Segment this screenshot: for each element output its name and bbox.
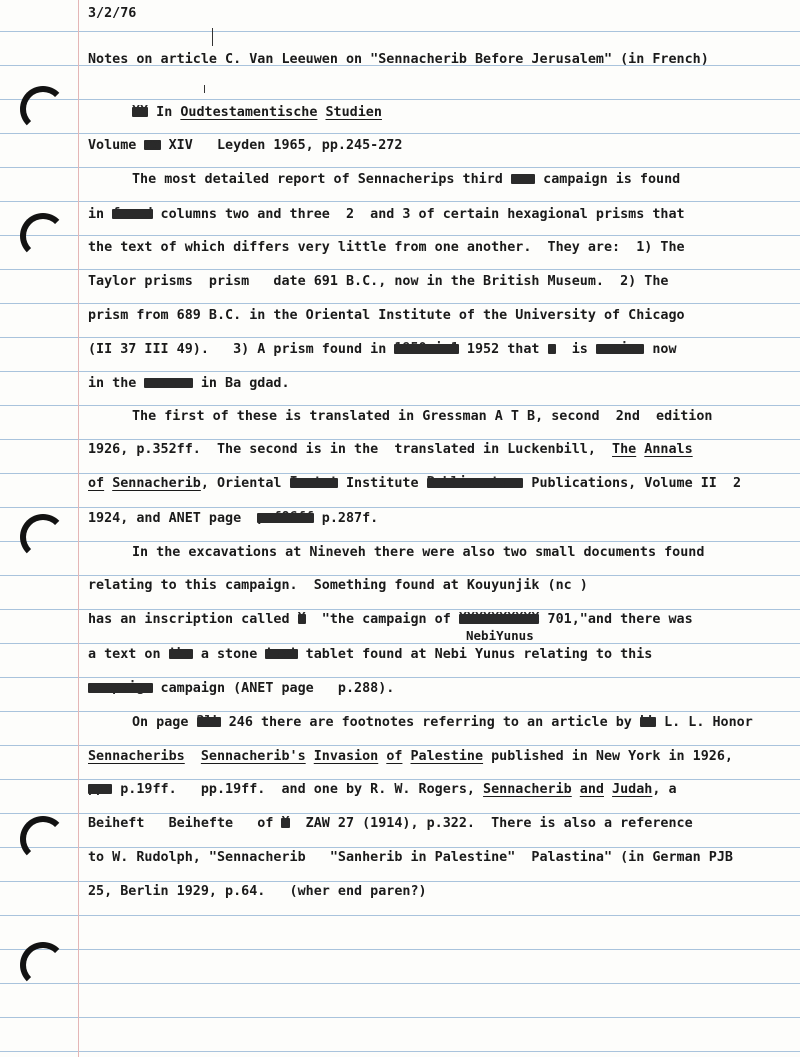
text-run: The first of these is translated in Gressman A T B, second 2nd edition: [132, 409, 713, 424]
text-run: Taylor prisms prism date 691 B.C., now in the British Museum. 2) The: [88, 274, 669, 289]
text-run: , a: [652, 782, 677, 797]
text-run: a stone: [192, 647, 266, 662]
struck-out-text: kk: [639, 714, 657, 729]
text-run: columns two and three 2 and 3 of certain hexagional prisms that: [152, 207, 685, 222]
text-run: tablet found at Nebi Yunus relating to this: [297, 647, 653, 662]
underlined-title: Judah: [612, 782, 653, 797]
text-line-2: [132, 105, 382, 120]
text-line-25: [88, 884, 427, 899]
text-run: [604, 782, 612, 797]
text-run: Publications, Volume II 2: [523, 476, 742, 491]
text-run: , Oriental: [200, 476, 290, 491]
text-line-9: [88, 342, 677, 357]
text-run: [317, 105, 325, 120]
text-run: p.287f.: [313, 511, 379, 526]
text-line-19: [88, 681, 394, 696]
text-run: [185, 749, 201, 764]
underlined-title: of: [386, 749, 403, 764]
binder-hole: [20, 514, 66, 560]
underlined-title: Oudtestamentische: [180, 105, 318, 120]
struck-out-text: XXXXXXXXXX: [458, 611, 540, 626]
text-run: On page: [132, 715, 197, 730]
text-line-18: [88, 647, 652, 662]
text-run: [572, 782, 580, 797]
text-run: XIV Leyden 1965, pp.245-272: [160, 138, 403, 153]
text-line-10: [88, 376, 290, 391]
struck-out-text: museum: [144, 375, 193, 390]
struck-out-text: X: [281, 815, 290, 830]
text-run: 1926, p.352ff. The second is in the translated in Luckenbill,: [88, 442, 613, 457]
text-line-20: [132, 715, 753, 730]
text-run: has an inscription called: [88, 612, 298, 627]
text-run: now: [644, 342, 677, 357]
text-line-7: [88, 274, 668, 289]
text-run: (II 37 III 49). 3) A prism found in: [88, 342, 395, 357]
struck-out-text: the: [168, 646, 193, 661]
text-line-22: [88, 782, 677, 797]
struck-out-text: pxf86ff: [257, 510, 314, 525]
text-run: 246 there are footnotes referring to an article by: [220, 715, 640, 730]
underlined-title: of: [88, 476, 105, 491]
struck-out-text: taxt: [265, 646, 298, 661]
text-line-24: [88, 850, 733, 865]
text-run: in Ba gdad.: [192, 376, 290, 391]
text-line-6: [88, 240, 685, 255]
underlined-title: Sennacheribs: [88, 749, 185, 764]
text-run: p.19ff. pp.19ff. and one by R. W. Rogers,: [112, 782, 484, 797]
text-run: 1952 that: [458, 342, 548, 357]
struck-out-text: Instut: [289, 475, 338, 490]
date-heading: 3/2/76: [88, 6, 137, 21]
struck-out-text: 2lk: [196, 714, 221, 729]
text-line-16: [88, 578, 588, 593]
handwritten-insertion: NebiYunus: [466, 628, 534, 643]
text-line-3: [88, 138, 402, 153]
struck-out-text: campaign: [88, 680, 153, 695]
underlined-title: Studien: [325, 105, 382, 120]
underlined-title: Sennacherib: [483, 782, 572, 797]
text-run: The most detailed report of Sennacherips third: [132, 172, 511, 187]
text-line-12: [88, 442, 693, 457]
struck-out-text: found: [112, 206, 153, 221]
text-line-1: [88, 52, 709, 67]
text-run: campaign is found: [535, 172, 681, 187]
text-run: Notes on article C. Van Leeuwen on "Sennacherib Before Jerusalem" (in French): [88, 52, 709, 67]
text-run: 701,"and there was: [539, 612, 693, 627]
text-run: ZAW 27 (1914), p.322. There is also a reference: [289, 816, 693, 831]
text-line-8: [88, 308, 685, 323]
underlined-title: Sennacherib's: [200, 749, 306, 764]
struck-out-text: Publicaotons: [426, 475, 524, 490]
underlined-title: and: [579, 782, 604, 797]
text-run: In: [148, 105, 181, 120]
text-run: [104, 476, 112, 491]
underlined-title: Palestine: [410, 749, 484, 764]
underlined-title: The: [612, 442, 637, 457]
text-run: 1924, and ANET page: [88, 511, 258, 526]
text-run: campaign (ANET page p.288).: [152, 681, 395, 696]
struck-out-text: xx: [144, 137, 161, 152]
text-run: In the excavations at Nineveh there were also two small documents found: [132, 545, 705, 560]
text-run: L. L. Honor: [656, 715, 753, 730]
binder-hole: [20, 86, 66, 132]
struck-out-text: nowixe: [595, 341, 645, 356]
text-run: Volume: [88, 138, 145, 153]
text-run: in the: [88, 376, 145, 391]
pen-mark: [204, 85, 205, 93]
text-line-15: [132, 545, 704, 560]
struck-out-text: ppx: [88, 781, 113, 796]
text-line-5: [88, 207, 685, 222]
text-run: published in New York in 1926,: [483, 749, 733, 764]
struck-out-text: x: [547, 341, 556, 356]
text-run: Beiheft Beihefte of: [88, 816, 282, 831]
text-run: the text of which differs very little from one another. They are: 1) The: [88, 240, 685, 255]
text-run: [402, 749, 410, 764]
text-run: to W. Rudolph, "Sennacherib "Sanherib in Palestine" Palastina" (in German PJB: [88, 850, 733, 865]
text-line-23: [88, 816, 693, 831]
margin-line: [78, 0, 79, 1057]
text-line-13: [88, 476, 741, 491]
text-run: Institute: [337, 476, 427, 491]
binder-hole: [20, 213, 66, 259]
text-line-17: [88, 612, 693, 627]
text-line-11: [132, 409, 712, 424]
text-run: a text on: [88, 647, 169, 662]
text-line-4: [132, 172, 680, 187]
underlined-title: Invasion: [313, 749, 379, 764]
text-run: "the campaign of: [305, 612, 459, 627]
struck-out-text: xxx: [510, 171, 536, 186]
text-line-21: [88, 749, 733, 764]
text-run: [306, 749, 314, 764]
text-run: in: [88, 207, 113, 222]
struck-out-text: X: [297, 611, 306, 626]
struck-out-text: XX: [132, 104, 149, 119]
underlined-title: Annals: [644, 442, 693, 457]
text-run: 25, Berlin 1929, p.64. (wher end paren?): [88, 884, 427, 899]
pen-mark: [212, 28, 213, 46]
text-line-14: [88, 511, 378, 526]
struck-out-text: 1950xin1: [394, 341, 459, 356]
underlined-title: Sennacherib: [112, 476, 201, 491]
text-run: is: [555, 342, 596, 357]
text-run: prism from 689 B.C. in the Oriental Institute of the University of Chicago: [88, 308, 685, 323]
binder-hole: [20, 816, 66, 862]
text-run: relating to this campaign. Something found at Kouyunjik (nc ): [88, 578, 588, 593]
binder-hole: [20, 942, 66, 988]
